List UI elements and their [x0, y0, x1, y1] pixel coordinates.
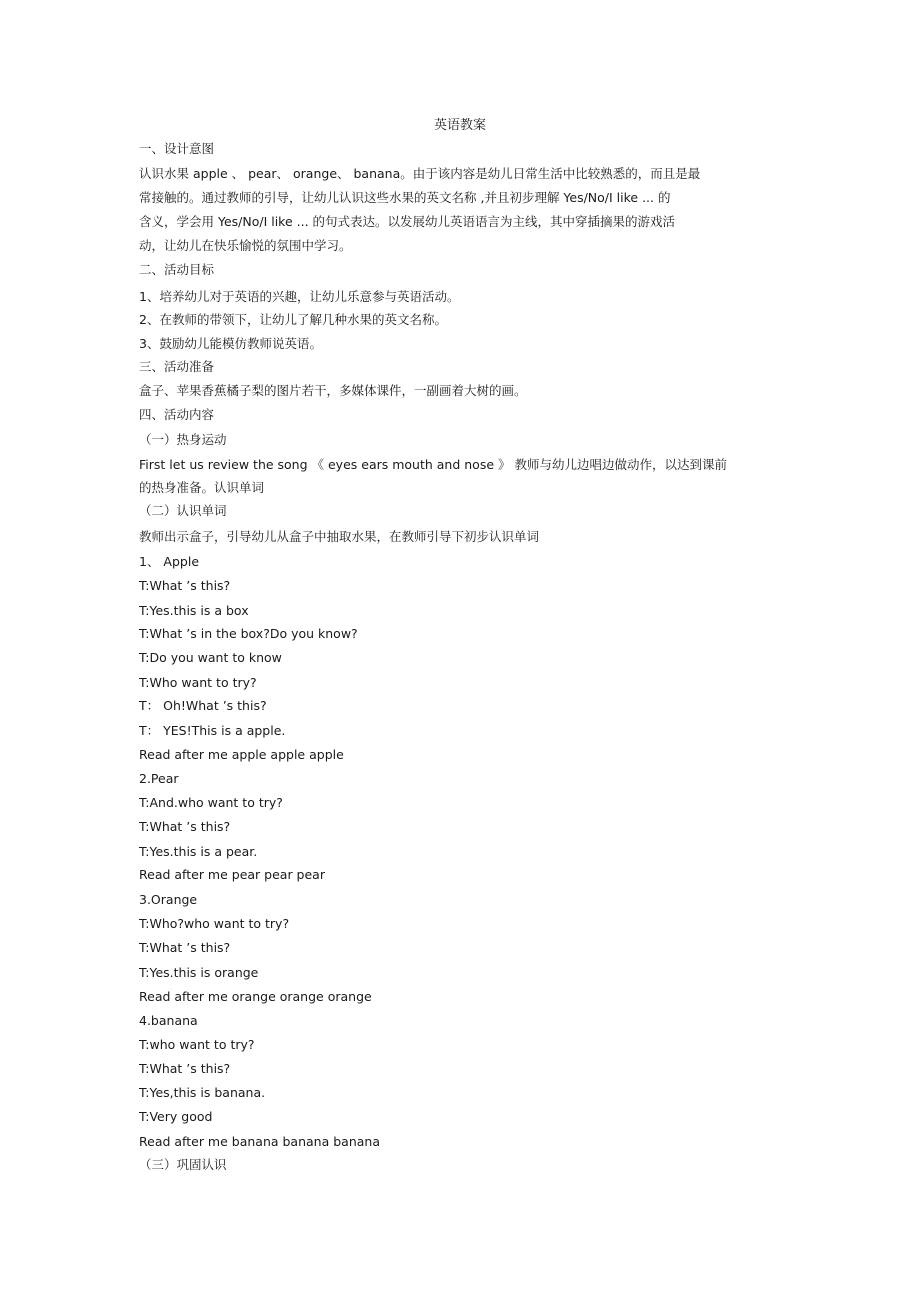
dialogue-line: T:What ’s this? [139, 1061, 231, 1076]
dialogue-line: T:What ’s this? [139, 819, 231, 834]
dialogue-line: T:Who?who want to try? [139, 916, 290, 931]
goal-item: 2、在教师的带领下，让幼儿了解几种水果的英文名称。 [139, 312, 447, 327]
dialogue-line: Read after me pear pear pear [139, 867, 325, 882]
dialogue-line: T:Do you want to know [139, 650, 282, 665]
dialogue-line: T:Yes.this is orange [139, 965, 259, 980]
dialogue-line: T： YES!This is a apple. [139, 723, 286, 738]
dialogue-line: T:What ’s this? [139, 578, 231, 593]
paragraph-line: 动，让幼儿在快乐愉悦的氛围中学习。 [139, 238, 352, 253]
section-heading-goals: 二、活动目标 [139, 262, 215, 277]
document-title: 英语教案 [433, 118, 486, 133]
paragraph-line: 教师出示盒子，引导幼儿从盒子中抽取水果，在教师引导下初步认识单词 [139, 529, 540, 544]
subsection-heading: （三）巩固认识 [139, 1157, 227, 1172]
dialogue-line: T:Who want to try? [139, 675, 257, 690]
paragraph-line: 盒子、苹果香蕉橘子梨的图片若干，多媒体课件，一副画着大树的画。 [139, 383, 527, 398]
dialogue-line: T:who want to try? [139, 1037, 255, 1052]
dialogue-line: T:What ’s this? [139, 940, 231, 955]
dialogue-line: T:And.who want to try? [139, 795, 283, 810]
paragraph-line: First let us review the song 《 eyes ears mouth and nose 》 教师与幼儿边唱边做动作，以达到课前 [139, 457, 727, 472]
dialogue-line: T： Oh!What ’s this? [139, 698, 267, 713]
paragraph-line: 常接触的。通过教师的引导，让幼儿认识这些水果的英文名称 ,并且初步理解 Yes/No/I like ... 的 [139, 190, 671, 205]
goal-item: 3、鼓励幼儿能模仿教师说英语。 [139, 336, 322, 351]
item-heading: 3.Orange [139, 892, 198, 907]
dialogue-line: T:Yes.this is a box [139, 603, 249, 618]
dialogue-line: Read after me banana banana banana [139, 1134, 380, 1149]
paragraph-line: 含义，学会用 Yes/No/I like ... 的句式表达。以发展幼儿英语语言为主线，其中穿插摘果的游戏活 [139, 214, 676, 229]
section-heading-content: 四、活动内容 [139, 407, 215, 422]
dialogue-line: T:Yes.this is a pear. [139, 844, 258, 859]
dialogue-line: T:Yes,this is banana. [139, 1085, 266, 1100]
dialogue-line: T:What ’s in the box?Do you know? [139, 626, 358, 641]
subsection-heading: （二）认识单词 [139, 503, 227, 518]
dialogue-line: Read after me apple apple apple [139, 747, 344, 762]
goal-item: 1、培养幼儿对于英语的兴趣，让幼儿乐意参与英语活动。 [139, 289, 460, 304]
dialogue-line: T:Very good [139, 1109, 213, 1124]
subsection-heading: （一）热身运动 [139, 432, 227, 447]
section-heading-preparation: 三、活动准备 [139, 359, 215, 374]
item-heading: 1、 Apple [139, 554, 200, 569]
section-heading-design-intent: 一、设计意图 [139, 141, 215, 156]
paragraph-line: 认识水果 apple 、 pear、 orange、 banana。由于该内容是幼儿日常生活中比较熟悉的，而且是最 [139, 166, 701, 181]
item-heading: 2.Pear [139, 771, 179, 786]
dialogue-line: Read after me orange orange orange [139, 989, 372, 1004]
paragraph-line: 的热身准备。认识单词 [139, 480, 265, 495]
item-heading: 4.banana [139, 1013, 198, 1028]
